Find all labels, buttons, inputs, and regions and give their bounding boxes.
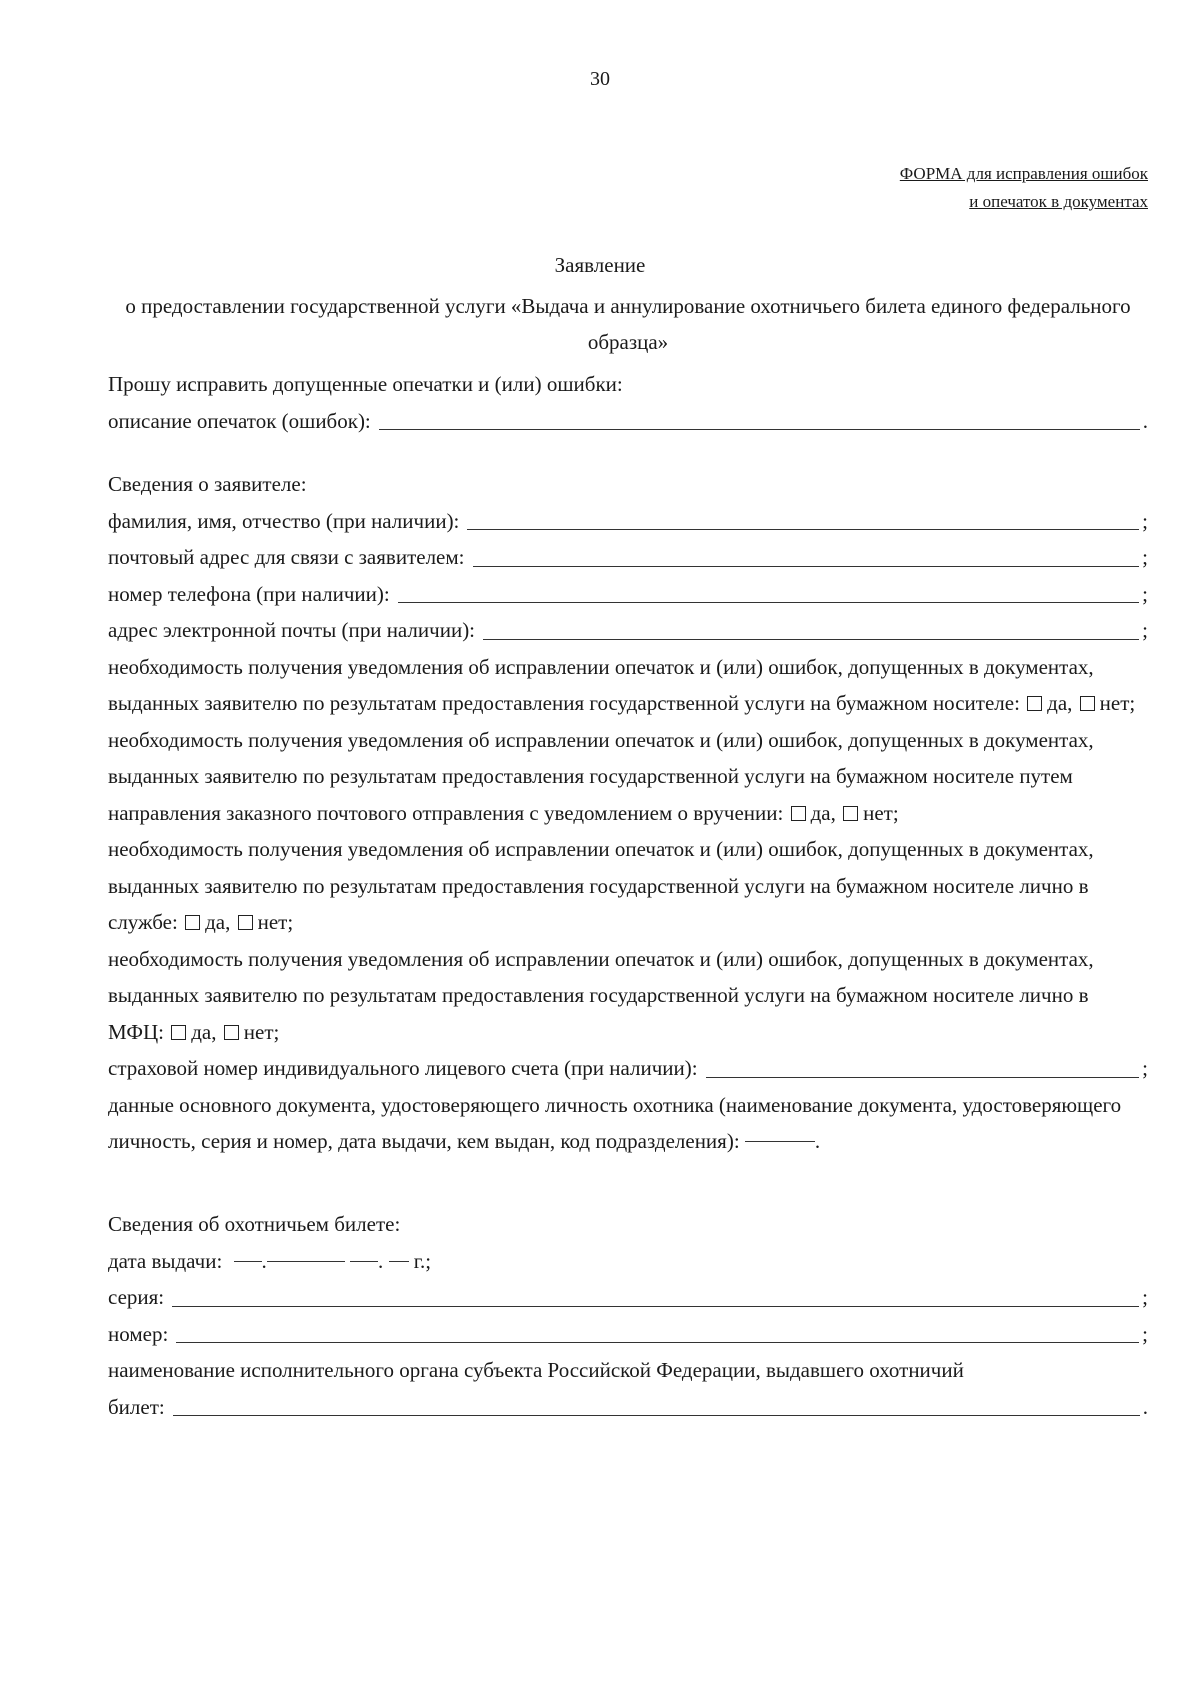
- applicant-address-field[interactable]: почтовый адрес для связи с заявителем: ;: [108, 545, 1148, 569]
- form-label-line2: и опечаток в документах: [969, 192, 1148, 211]
- ticket-block: [108, 1206, 1148, 1425]
- applicant-name-input-line[interactable]: [467, 528, 1139, 530]
- notice-mfc: необходимость получения уведомления об исправлении опечаток и (или) ошибок, допущенных в документах, выданных заявителю по результатам предоставления государственной услуги на бумажном носителе лично в МФЦ: да, нет;: [108, 946, 1094, 1044]
- ticket-series-field[interactable]: серия: ;: [108, 1285, 1148, 1309]
- notice-mail: необходимость получения уведомления об исправлении опечаток и (или) ошибок, допущенных в документах, выданных заявителю по результатам предоставления государственной услуги на бумажном носителе путем направления заказного почтового отправления с уведомлением о вручении: да, нет;: [108, 727, 1094, 825]
- notice-mail-yes-checkbox[interactable]: [791, 806, 806, 821]
- ticket-year-input-line[interactable]: [389, 1260, 409, 1262]
- identity-document-field: данные основного документа, удостоверяющего личность охотника (наименование документа, удостоверяющего личность, серия и номер, дата выдачи, кем выдан, код подразделения): .: [108, 1092, 1122, 1153]
- notice-mfc-no-checkbox[interactable]: [224, 1025, 239, 1040]
- ticket-year-prefix-input-line[interactable]: [350, 1260, 378, 1262]
- notice-paper: необходимость получения уведомления об исправлении опечаток и (или) ошибок, допущенных в документах, выданных заявителю по результатам предоставления государственной услуги на бумажном носителе: да, нет;: [108, 654, 1136, 715]
- snils-input-line[interactable]: [706, 1076, 1140, 1078]
- notice-service-yes-checkbox[interactable]: [185, 915, 200, 930]
- applicant-name-field[interactable]: фамилия, имя, отчество (при наличии): ;: [108, 508, 1148, 533]
- ticket-heading: Сведения об охотничьем билете:: [108, 1212, 401, 1236]
- notice-paper-no-checkbox[interactable]: [1080, 696, 1095, 711]
- applicant-block: [108, 466, 1148, 1160]
- ticket-authority-field[interactable]: билет: .: [108, 1394, 1148, 1419]
- notice-paper-yes-checkbox[interactable]: [1027, 696, 1042, 711]
- ticket-series-input-line[interactable]: [172, 1305, 1139, 1307]
- form-label: [900, 160, 1148, 216]
- request-intro: Прошу исправить допущенные опечатки и (или) ошибки:: [108, 372, 623, 396]
- ticket-number-input-line[interactable]: [176, 1341, 1139, 1343]
- ticket-number-field[interactable]: номер: ;: [108, 1321, 1148, 1346]
- ticket-day-input-line[interactable]: [234, 1260, 262, 1262]
- applicant-email-field[interactable]: адрес электронной почты (при наличии): ;: [108, 618, 1148, 642]
- ticket-month-input-line[interactable]: [267, 1260, 345, 1262]
- snils-field[interactable]: страховой номер индивидуального лицевого счета (при наличии): ;: [108, 1056, 1148, 1080]
- description-input-line[interactable]: [379, 428, 1140, 430]
- description-field[interactable]: описание опечаток (ошибок): .: [108, 408, 1148, 433]
- ticket-authority-input-line[interactable]: [173, 1414, 1140, 1416]
- applicant-phone-field[interactable]: номер телефона (при наличии): ;: [108, 581, 1148, 606]
- notice-mfc-yes-checkbox[interactable]: [171, 1025, 186, 1040]
- ticket-authority-label: наименование исполнительного органа субъекта Российской Федерации, выдавшего охотничий: [108, 1358, 964, 1382]
- applicant-heading: Сведения о заявителе:: [108, 472, 307, 496]
- request-block: [108, 366, 1148, 439]
- notice-service: необходимость получения уведомления об исправлении опечаток и (или) ошибок, допущенных в документах, выданных заявителю по результатам предоставления государственной услуги на бумажном носителе лично в службе: да, нет;: [108, 837, 1094, 934]
- page-number: 30: [590, 68, 610, 90]
- document-title: Заявление: [554, 253, 646, 277]
- ticket-date-field: дата выдачи: . . г.;: [108, 1248, 432, 1273]
- applicant-phone-input-line[interactable]: [398, 601, 1139, 603]
- notice-mail-no-checkbox[interactable]: [843, 806, 858, 821]
- applicant-address-input-line[interactable]: [473, 565, 1140, 567]
- identity-document-input-line[interactable]: [745, 1140, 815, 1142]
- notice-service-no-checkbox[interactable]: [238, 915, 253, 930]
- form-label-line1: ФОРМА для исправления ошибок: [899, 164, 1148, 183]
- document-subtitle: о предоставлении государственной услуги «Выдача и аннулирование охотничьего билета единого федерального образца»: [125, 294, 1131, 354]
- applicant-email-input-line[interactable]: [483, 638, 1139, 640]
